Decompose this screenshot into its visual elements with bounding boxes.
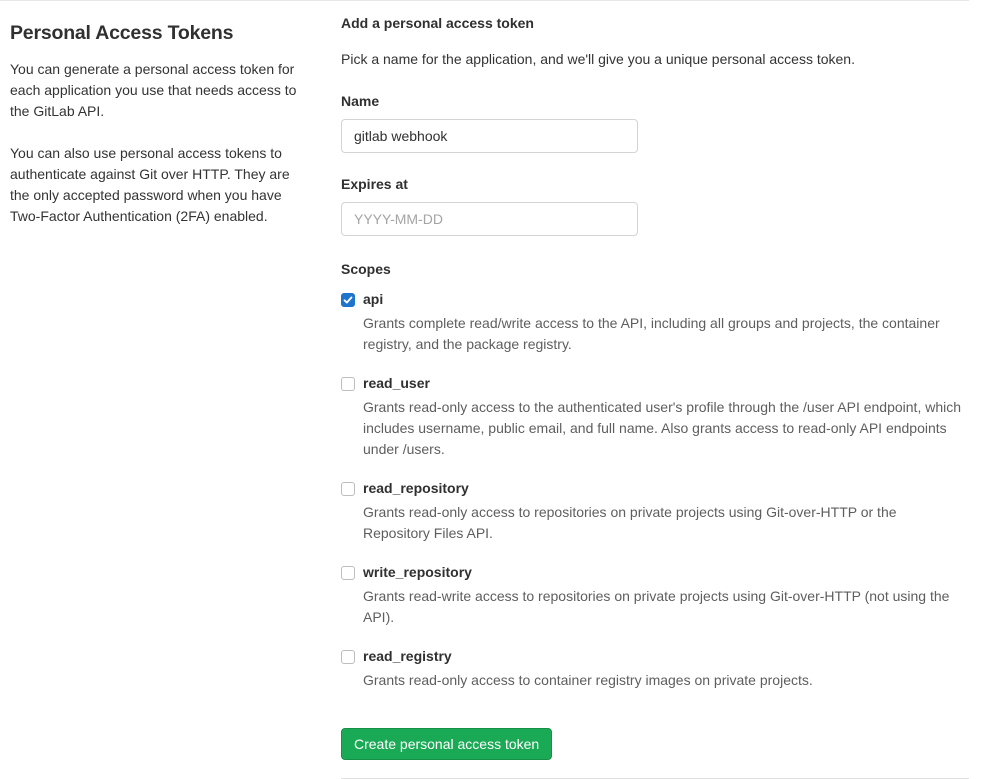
scope-read-registry-checkbox-label[interactable]: [341, 648, 969, 665]
scope-row-read-repository: [341, 480, 969, 544]
scope-label: read_repository: [363, 480, 469, 496]
scope-row-read-registry: [341, 648, 969, 691]
check-icon: [343, 295, 353, 305]
name-label: Name: [341, 93, 380, 109]
scope-description: Grants read-write access to repositories on private projects using Git-over-HTTP (not using the API).: [363, 588, 950, 625]
checkbox-read-registry[interactable]: [341, 650, 355, 664]
scope-description: Grants complete read/write access to the API, including all groups and projects, the container registry, and the package registry.: [363, 315, 940, 352]
scope-description: Grants read-only access to container registry images on private projects.: [363, 672, 813, 688]
scopes-label: Scopes: [341, 261, 391, 277]
scope-label: write_repository: [363, 564, 472, 580]
settings-sidebar: [0, 1, 341, 227]
scope-label: read_registry: [363, 648, 452, 664]
form-intro: Pick a name for the application, and we'll give you a unique personal access token.: [341, 51, 855, 67]
expires-input[interactable]: [341, 202, 638, 236]
scope-label: read_user: [363, 375, 430, 391]
scope-row-write-repository: [341, 564, 969, 628]
scope-row-api: [341, 291, 969, 355]
name-field-group: [341, 93, 969, 153]
expires-field-group: [341, 176, 969, 236]
scope-description: Grants read-only access to repositories on private projects using Git-over-HTTP or the Repository Files API.: [363, 504, 897, 541]
checkbox-api[interactable]: [341, 293, 355, 307]
create-token-button[interactable]: Create personal access token: [341, 728, 552, 760]
scope-api-checkbox-label[interactable]: [341, 291, 969, 308]
checkbox-read-repository[interactable]: [341, 482, 355, 496]
token-form: [341, 1, 969, 779]
page-title: Personal Access Tokens: [10, 22, 234, 44]
form-heading: Add a personal access token: [341, 15, 534, 31]
checkbox-read-user[interactable]: [341, 377, 355, 391]
scope-label: api: [363, 291, 384, 307]
scope-read-repository-checkbox-label[interactable]: [341, 480, 969, 497]
expires-label: Expires at: [341, 176, 408, 192]
scope-read-user-checkbox-label[interactable]: [341, 375, 969, 392]
scope-row-read-user: [341, 375, 969, 460]
scope-write-repository-checkbox-label[interactable]: [341, 564, 969, 581]
name-input[interactable]: [341, 119, 638, 153]
sidebar-paragraph-2: You can also use personal access tokens to authenticate against Git over HTTP. They are the only accepted password when you have Two-Factor Authentication (2FA) enabled.: [10, 145, 290, 224]
scope-description: Grants read-only access to the authenticated user's profile through the /user API endpoint, which includes username, public email, and full name. Also grants access to read-only API endpoints under /users.: [363, 399, 962, 457]
checkbox-write-repository[interactable]: [341, 566, 355, 580]
scopes-group: [341, 261, 969, 691]
sidebar-paragraph-1: You can generate a personal access token for each application you use that needs access to the GitLab API.: [10, 61, 297, 119]
